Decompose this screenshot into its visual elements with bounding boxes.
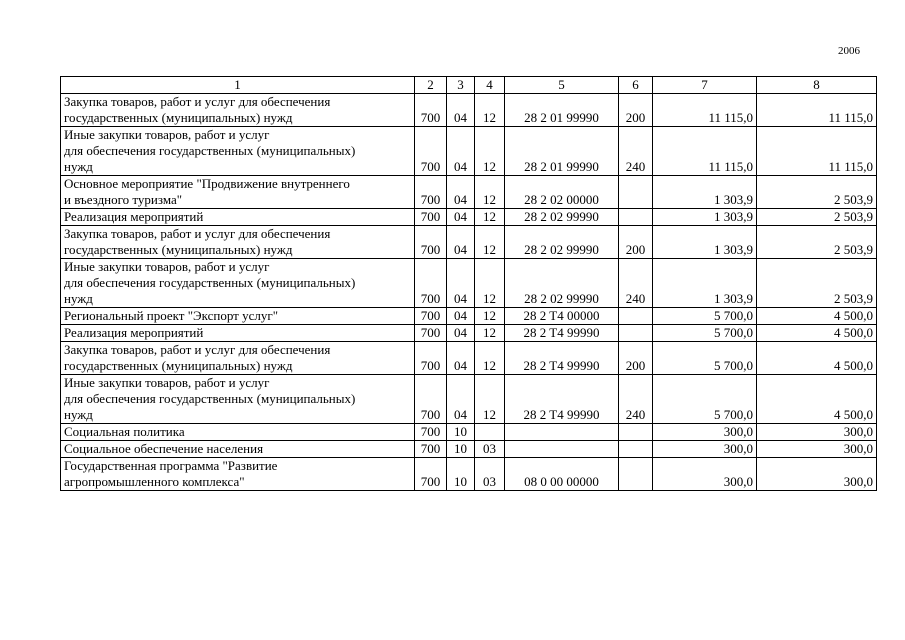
subsection-code-cell: 10: [447, 424, 475, 441]
target-article-cell: 28 2 02 99990: [505, 209, 619, 226]
subsection-code-cell: 04: [447, 342, 475, 375]
target-article-cell: 28 2 01 99990: [505, 94, 619, 127]
budget-table: [60, 76, 877, 491]
amount-year-1-cell: 1 303,9: [653, 226, 757, 259]
expense-type-cell: 200: [619, 342, 653, 375]
section-code-cell: 700: [415, 342, 447, 375]
amount-year-1-cell: 1 303,9: [653, 209, 757, 226]
table-row: [61, 458, 877, 491]
item-name-cell: [61, 441, 415, 458]
expense-type-cell: [619, 308, 653, 325]
item-name-line: Закупка товаров, работ и услуг для обеспечения: [64, 94, 331, 109]
column-header-1: 1: [61, 77, 415, 94]
item-name-cell: [61, 424, 415, 441]
subsection-code-cell: 04: [447, 127, 475, 176]
item-name-line: Закупка товаров, работ и услуг для обеспечения: [64, 342, 331, 357]
subsection-code-cell: 04: [447, 176, 475, 209]
column-header-7: 7: [653, 77, 757, 94]
subsection-code-cell: 04: [447, 94, 475, 127]
subsection-detail-cell: 12: [475, 176, 505, 209]
item-name-line: для обеспечения государственных (муниципальных): [64, 391, 356, 406]
item-name-cell: [61, 342, 415, 375]
item-name-line: агропромышленного комплекса": [64, 474, 245, 489]
subsection-detail-cell: 12: [475, 209, 505, 226]
amount-year-2-cell: 4 500,0: [757, 325, 877, 342]
item-name-line: Реализация мероприятий: [64, 209, 204, 224]
target-article-cell: 28 2 T4 99990: [505, 375, 619, 424]
table-row: [61, 209, 877, 226]
section-code-cell: 700: [415, 458, 447, 491]
item-name-line: государственных (муниципальных) нужд: [64, 110, 293, 125]
section-code-cell: 700: [415, 308, 447, 325]
table-row: [61, 308, 877, 325]
item-name-line: Социальное обеспечение населения: [64, 441, 264, 456]
section-code-cell: 700: [415, 424, 447, 441]
subsection-detail-cell: 03: [475, 458, 505, 491]
target-article-cell: [505, 424, 619, 441]
amount-year-2-cell: 2 503,9: [757, 176, 877, 209]
subsection-detail-cell: 12: [475, 94, 505, 127]
subsection-detail-cell: 12: [475, 342, 505, 375]
subsection-code-cell: 04: [447, 226, 475, 259]
target-article-cell: 28 2 02 00000: [505, 176, 619, 209]
item-name-line: Иные закупки товаров, работ и услуг: [64, 259, 270, 274]
item-name-line: Основное мероприятие "Продвижение внутреннего: [64, 176, 350, 191]
column-header-3: 3: [447, 77, 475, 94]
table-row: [61, 375, 877, 424]
subsection-detail-cell: 12: [475, 226, 505, 259]
header-row: [61, 77, 877, 94]
page-number: 2006: [838, 45, 860, 57]
amount-year-2-cell: 2 503,9: [757, 209, 877, 226]
item-name-cell: [61, 458, 415, 491]
item-name-line: и въездного туризма": [64, 192, 183, 207]
table-row: [61, 127, 877, 176]
expense-type-cell: [619, 209, 653, 226]
table-body: [61, 94, 877, 491]
table-row: [61, 94, 877, 127]
section-code-cell: 700: [415, 226, 447, 259]
target-article-cell: 28 2 T4 99990: [505, 325, 619, 342]
item-name-line: для обеспечения государственных (муниципальных): [64, 143, 356, 158]
item-name-line: нужд: [64, 407, 93, 422]
expense-type-cell: [619, 176, 653, 209]
item-name-line: для обеспечения государственных (муниципальных): [64, 275, 356, 290]
table-row: [61, 259, 877, 308]
item-name-cell: [61, 325, 415, 342]
table-row: [61, 226, 877, 259]
amount-year-2-cell: 4 500,0: [757, 308, 877, 325]
target-article-cell: 28 2 01 99990: [505, 127, 619, 176]
target-article-cell: 28 2 02 99990: [505, 259, 619, 308]
subsection-code-cell: 04: [447, 209, 475, 226]
table-row: [61, 441, 877, 458]
section-code-cell: 700: [415, 176, 447, 209]
amount-year-1-cell: 5 700,0: [653, 325, 757, 342]
target-article-cell: 28 2 02 99990: [505, 226, 619, 259]
target-article-cell: 08 0 00 00000: [505, 458, 619, 491]
amount-year-2-cell: 4 500,0: [757, 375, 877, 424]
amount-year-2-cell: 2 503,9: [757, 226, 877, 259]
expense-type-cell: [619, 424, 653, 441]
item-name-line: Иные закупки товаров, работ и услуг: [64, 127, 270, 142]
subsection-detail-cell: 03: [475, 441, 505, 458]
subsection-detail-cell: 12: [475, 308, 505, 325]
amount-year-1-cell: 1 303,9: [653, 176, 757, 209]
subsection-detail-cell: [475, 424, 505, 441]
expense-type-cell: 240: [619, 375, 653, 424]
section-code-cell: 700: [415, 441, 447, 458]
item-name-cell: [61, 226, 415, 259]
amount-year-1-cell: 300,0: [653, 458, 757, 491]
item-name-line: Региональный проект "Экспорт услуг": [64, 308, 278, 323]
amount-year-2-cell: 11 115,0: [757, 127, 877, 176]
amount-year-2-cell: 300,0: [757, 441, 877, 458]
item-name-line: Социальная политика: [64, 424, 185, 439]
subsection-detail-cell: 12: [475, 259, 505, 308]
item-name-line: государственных (муниципальных) нужд: [64, 242, 293, 257]
item-name-line: Реализация мероприятий: [64, 325, 204, 340]
item-name-cell: [61, 94, 415, 127]
expense-type-cell: [619, 441, 653, 458]
target-article-cell: [505, 441, 619, 458]
item-name-cell: [61, 308, 415, 325]
expense-type-cell: 240: [619, 259, 653, 308]
amount-year-2-cell: 300,0: [757, 424, 877, 441]
subsection-code-cell: 10: [447, 458, 475, 491]
section-code-cell: 700: [415, 94, 447, 127]
item-name-cell: [61, 209, 415, 226]
amount-year-2-cell: 4 500,0: [757, 342, 877, 375]
column-header-8: 8: [757, 77, 877, 94]
amount-year-1-cell: 300,0: [653, 424, 757, 441]
column-header-2: 2: [415, 77, 447, 94]
amount-year-1-cell: 5 700,0: [653, 342, 757, 375]
subsection-code-cell: 04: [447, 375, 475, 424]
table-row: [61, 342, 877, 375]
amount-year-2-cell: 300,0: [757, 458, 877, 491]
expense-type-cell: [619, 458, 653, 491]
expense-type-cell: 240: [619, 127, 653, 176]
item-name-line: Закупка товаров, работ и услуг для обеспечения: [64, 226, 331, 241]
item-name-line: государственных (муниципальных) нужд: [64, 358, 293, 373]
table-row: [61, 325, 877, 342]
target-article-cell: 28 2 T4 00000: [505, 308, 619, 325]
column-header-4: 4: [475, 77, 505, 94]
section-code-cell: 700: [415, 325, 447, 342]
amount-year-1-cell: 11 115,0: [653, 94, 757, 127]
item-name-cell: [61, 375, 415, 424]
subsection-detail-cell: 12: [475, 375, 505, 424]
amount-year-1-cell: 11 115,0: [653, 127, 757, 176]
section-code-cell: 700: [415, 375, 447, 424]
amount-year-1-cell: 1 303,9: [653, 259, 757, 308]
item-name-cell: [61, 176, 415, 209]
section-code-cell: 700: [415, 127, 447, 176]
amount-year-1-cell: 5 700,0: [653, 308, 757, 325]
item-name-cell: [61, 259, 415, 308]
expense-type-cell: 200: [619, 94, 653, 127]
subsection-detail-cell: 12: [475, 325, 505, 342]
item-name-cell: [61, 127, 415, 176]
item-name-line: нужд: [64, 159, 93, 174]
amount-year-2-cell: 11 115,0: [757, 94, 877, 127]
column-header-5: 5: [505, 77, 619, 94]
subsection-code-cell: 04: [447, 325, 475, 342]
item-name-line: Государственная программа "Развитие: [64, 458, 278, 473]
subsection-code-cell: 04: [447, 308, 475, 325]
expense-type-cell: [619, 325, 653, 342]
table-row: [61, 424, 877, 441]
subsection-detail-cell: 12: [475, 127, 505, 176]
table-row: [61, 176, 877, 209]
column-header-6: 6: [619, 77, 653, 94]
amount-year-1-cell: 300,0: [653, 441, 757, 458]
subsection-code-cell: 10: [447, 441, 475, 458]
item-name-line: нужд: [64, 291, 93, 306]
expense-type-cell: 200: [619, 226, 653, 259]
amount-year-1-cell: 5 700,0: [653, 375, 757, 424]
item-name-line: Иные закупки товаров, работ и услуг: [64, 375, 270, 390]
amount-year-2-cell: 2 503,9: [757, 259, 877, 308]
section-code-cell: 700: [415, 209, 447, 226]
target-article-cell: 28 2 T4 99990: [505, 342, 619, 375]
subsection-code-cell: 04: [447, 259, 475, 308]
section-code-cell: 700: [415, 259, 447, 308]
